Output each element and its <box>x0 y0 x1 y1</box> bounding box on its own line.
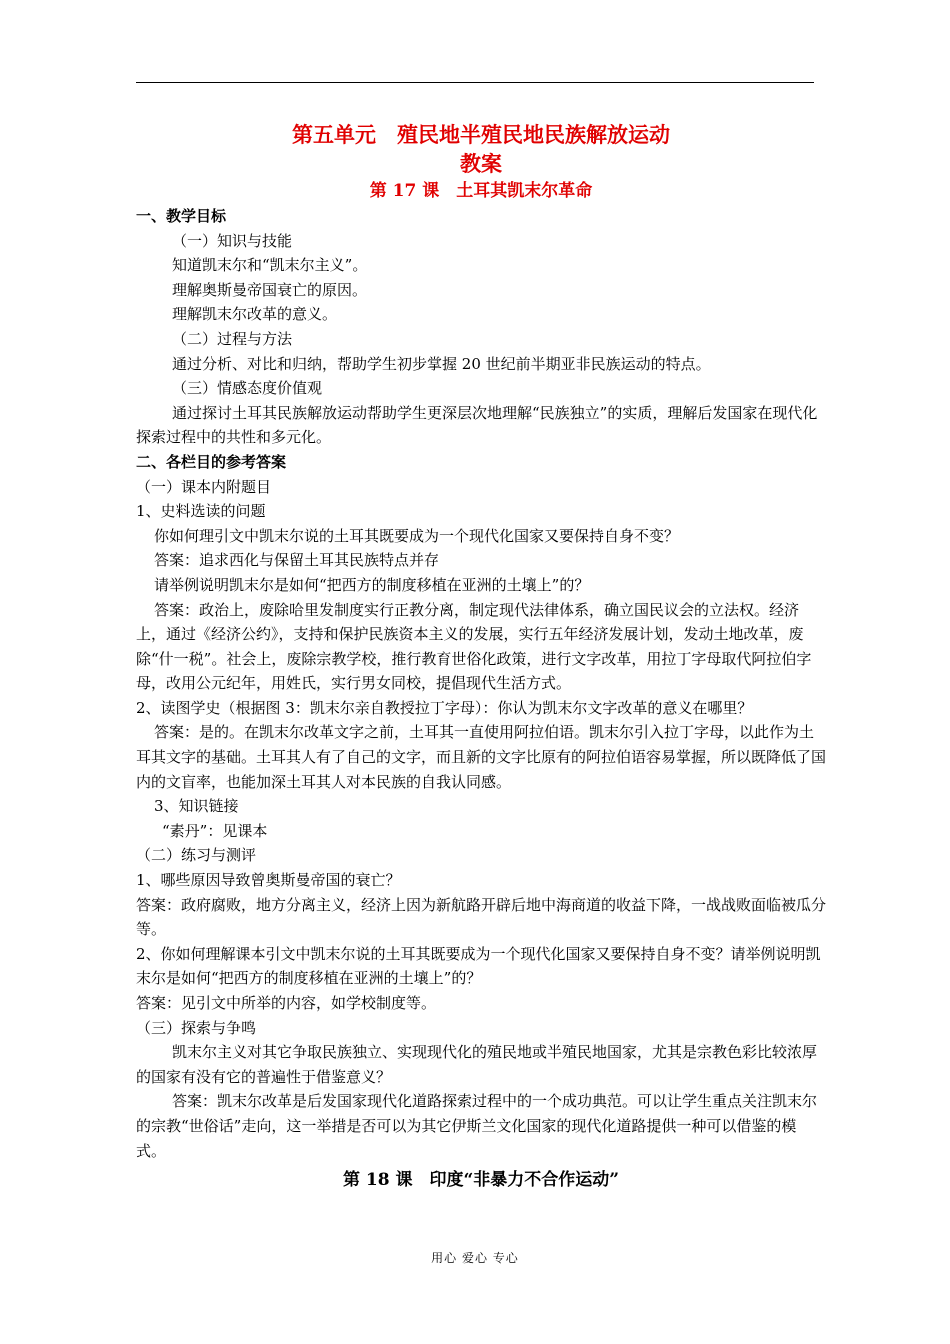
question-2: 2、读图学史（根据图 3：凯末尔亲自教授拉丁字母）：你认为凯末尔文字改革的意义在哪里？ <box>136 698 753 717</box>
section-heading-answers: 二、各栏目的参考答案 <box>136 452 287 471</box>
discussion-question: 凯末尔主义对其它争取民族独立、实现现代化的殖民地或半殖民地国家，尤其是宗教色彩比较浓厚的国家有没有它的普遍性于借鉴意义？ <box>136 1043 818 1086</box>
answer-2: 答案：是的。在凯末尔改革文字之前，土耳其一直使用阿拉伯语。凯末尔引入拉丁字母，以此作为土耳其文字的基础。土耳其人有了自己的文字，而且新的文字比原有的阿拉伯语容易掌握，所以既降低了国内的文盲率，也能加深土耳其人对本民族的自我认同感。 <box>136 723 827 791</box>
section-heading-goals: 一、教学目标 <box>136 207 227 225</box>
question-1b: 请举例说明凯末尔是如何“把西方的制度移植在亚洲的土壤上”的？ <box>154 575 590 594</box>
answer-1b: 答案：政治上，废除哈里发制度实行正教分离，制定现代法律体系，确立国民议会的立法权。经济上，通过《经济公约》，支持和保护民族资本主义的发展，实行五年经济发展计划，发动土地改革，废除“什一税”。社会上，废除宗教学校，推行教育世俗化政策，进行文字改革，用拉丁字母取代阿拉伯字母，改用公元纪年，用姓氏，实行男女同校，提倡现代生活方式。 <box>136 600 812 693</box>
discussion-answer: 答案：凯末尔改革是后发国家现代化道路探索过程中的一个成功典范。可以让学生重点关注凯末尔的宗教“世俗话”走向，这一举措是否可以为其它伊斯兰文化国家的现代化道路提供一种可以借鉴的模式。 <box>136 1092 818 1160</box>
subheading-process: （二）过程与方法 <box>172 329 293 348</box>
answer-1a: 答案：追求西化与保留土耳其民族特点并存 <box>154 551 440 570</box>
part-exercises: （二）练习与测评 <box>136 846 257 865</box>
part-textbook-questions: （一）课本内附题目 <box>136 477 272 496</box>
lesson-17-title: 第 17 课 土耳其凯末尔革命 <box>369 181 593 201</box>
header-rule <box>136 82 814 83</box>
exercise-2: 2、你如何理解课本引文中凯末尔说的土耳其既要成为一个现代化国家又要保持自身不变？请举例说明凯末尔是如何“把西方的制度移植在亚洲的土壤上”的？ <box>136 944 821 988</box>
question-1a: 你如何理引文中凯末尔说的土耳其既要成为一个现代化国家又要保持自身不变？ <box>154 526 680 545</box>
exercise-1-answer: 答案：政府腐败，地方分离主义，经济上因为新航路开辟后地中海商道的收益下降，一战战败面临被瓜分等。 <box>136 895 827 939</box>
question-3: 3、知识链接 <box>154 797 239 816</box>
exercise-1: 1、哪些原因导致曾奥斯曼帝国的衰亡？ <box>136 871 401 890</box>
part-discussion: （三）探索与争鸣 <box>136 1018 257 1037</box>
goal-item: 知道凯末尔和“凯末尔主义”。 <box>172 256 368 275</box>
goal-item: 理解凯末尔改革的意义。 <box>172 305 338 324</box>
doc-type-title: 教案 <box>460 151 502 176</box>
exercise-2-answer: 答案：见引文中所举的内容，如学校制度等。 <box>136 994 437 1012</box>
values-text: 通过探讨土耳其民族解放运动帮助学生更深层次地理解“民族独立”的实质，理解后发国家在现代化探索过程中的共性和多元化。 <box>136 403 818 447</box>
answer-3: “素丹”：见课本 <box>162 821 268 840</box>
process-text: 通过分析、对比和归纳，帮助学生初步掌握 20 世纪前半期亚非民族运动的特点。 <box>172 354 711 373</box>
subheading-knowledge: （一）知识与技能 <box>172 231 293 250</box>
subheading-values: （三）情感态度价值观 <box>172 379 323 398</box>
question-1-title: 1、史料选读的问题 <box>136 502 266 521</box>
document-body <box>136 120 826 1193</box>
unit-title: 第五单元 殖民地半殖民地民族解放运动 <box>292 122 670 147</box>
page-footer: 用心 爱心 专心 <box>431 1251 519 1265</box>
lesson-18-title: 第 18 课 印度“非暴力不合作运动” <box>342 1170 620 1191</box>
goal-item: 理解奥斯曼帝国衰亡的原因。 <box>172 280 368 299</box>
